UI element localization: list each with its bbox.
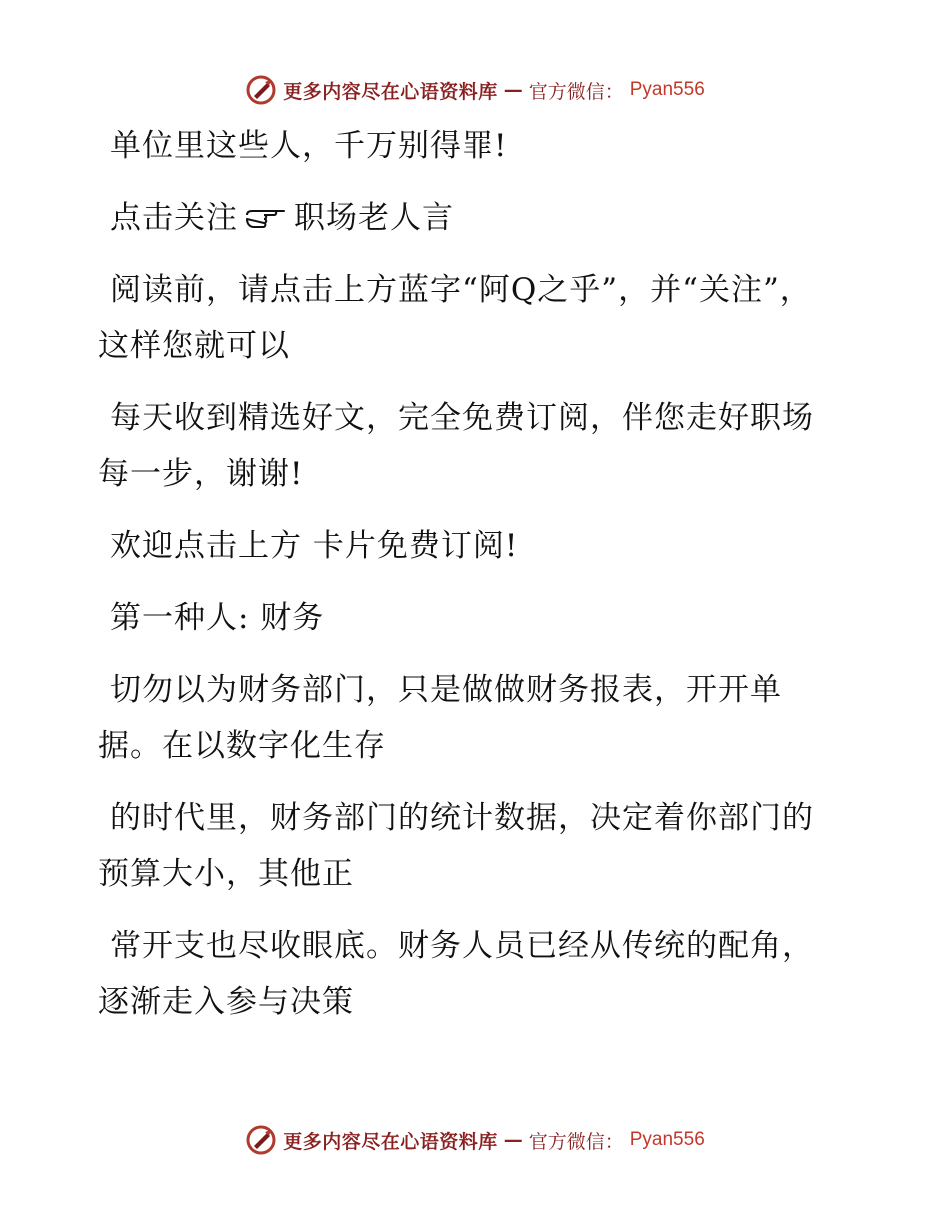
header-banner [0,70,950,110]
paragraph-text: 的时代里，财务部门的统计数据，决定着你部门的预算大小，其他正 [98,800,814,892]
paragraph [98,190,838,246]
banner-dash: — [503,79,523,101]
document-body [98,118,838,1046]
brand-logo-icon [245,74,277,106]
paragraph-text: 单位里这些人，千万别得罪! [110,128,508,164]
paragraph [98,662,838,774]
paragraph-text: 欢迎点击上方 卡片免费订阅! [110,528,519,564]
paragraph-text: 切勿以为财务部门，只是做做财务报表，开开单据。在以数字化生存 [98,672,782,764]
paragraph-text: 常开支也尽收眼底。财务人员已经从传统的配角，逐渐走入参与决策 [98,928,814,1020]
paragraph [98,262,838,374]
banner-dash: — [503,1129,523,1151]
banner-title: 更多内容尽在心语资料库 [283,80,498,103]
brand-logo-icon [245,1124,277,1156]
paragraph [98,390,838,502]
paragraph-text: 点击关注 [110,200,238,236]
banner-wechat-handle: Pyan556 [629,1129,705,1150]
paragraph [98,590,838,646]
paragraph-text: 第一种人: 财务 [110,600,325,636]
paragraph [98,518,838,574]
paragraph [98,790,838,902]
banner-contact-label: 官方微信： [528,80,624,103]
header-banner-inner [245,74,705,106]
banner-wechat-handle: Pyan556 [629,79,705,100]
pointing-hand-icon [244,203,288,233]
paragraph [98,118,838,174]
footer-banner [0,1120,950,1160]
footer-banner-inner [245,1124,705,1156]
banner-title: 更多内容尽在心语资料库 [283,1130,498,1153]
paragraph [98,918,838,1030]
paragraph-text: 职场老人言 [294,200,454,236]
banner-contact-label: 官方微信： [528,1130,624,1153]
paragraph-text: 每天收到精选好文，完全免费订阅，伴您走好职场每一步，谢谢! [98,400,814,492]
paragraph-text: 阅读前，请点击上方蓝字“阿Q之乎”，并“关注”，这样您就可以 [98,272,812,364]
